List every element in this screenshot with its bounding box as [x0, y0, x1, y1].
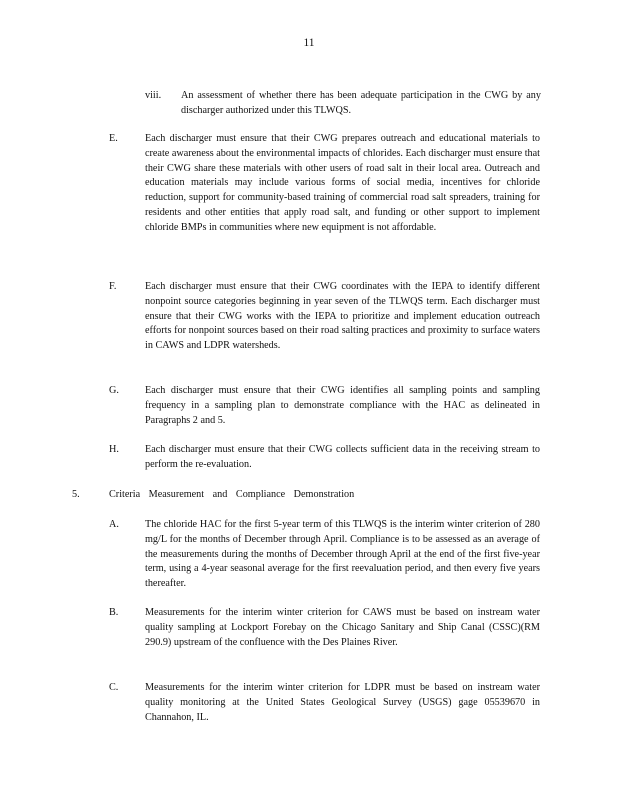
item-5b-marker: B. [109, 607, 119, 618]
item-e-marker: E. [109, 133, 118, 144]
item-h-marker: H. [109, 444, 119, 455]
item-5a-marker: A. [109, 519, 119, 530]
item-5a-text: The chloride HAC for the first 5-year term of this TLWQS is the interim winter criterion of 280 mg/L for the months of December through April. Compliance is to be assessed as an average of the measurements during the months of December through April at the end of the first five-year term, using a 4-year seasonal average for the first reevaluation period, and then every five years thereafter. [145, 519, 540, 590]
item-viii-marker: viii. [145, 90, 162, 101]
item-5c-marker: C. [109, 682, 119, 693]
item-5b-text: Measurements for the interim winter criterion for CAWS must be based on instream water quality sampling at Lockport Forebay on the Chicago Sanitary and Ship Canal (CSSC)(RM 290.9) upstream of the confluence with the Des Plaines River. [145, 607, 540, 648]
section-5-number: 5. [72, 489, 80, 500]
item-f-text: Each discharger must ensure that their CWG coordinates with the IEPA to identify different nonpoint source categories beginning in year seven of the TLWQS term. Each discharger must ensure that their CWG works with the IEPA to prioritize and implement education outreach efforts for nonpoint sources based on their road salting practices and proximity to surface waters in CAWS and LDPR watersheds. [145, 281, 540, 352]
item-g-text: Each discharger must ensure that their CWG identifies all sampling points and sampling frequency in a sampling plan to demonstrate compliance with the HAC as delineated in Paragraphs 2 and 5. [145, 385, 540, 426]
item-5c-text: Measurements for the interim winter criterion for LDPR must be based on instream water quality monitoring at the United States Geological Survey (USGS) gage 05539670 in Channahon, IL. [145, 682, 540, 723]
item-h-text: Each discharger must ensure that their CWG collects sufficient data in the receiving stream to perform the re-evaluation. [145, 444, 540, 470]
item-e-text: Each discharger must ensure that their CWG prepares outreach and educational materials to create awareness about the environmental impacts of chlorides. Each discharger must ensure that their CWG share these materials with other users of road salt in their local area. Outreach and education materials may include various forms of social media, incentives for chloride reduction, support for community-based training of commercial road salt spreaders, training for residents and other entities that apply road salt, and funding or other support to implement chloride BMPs in communities where new equipment is not affordable. [145, 133, 540, 233]
page-number: 11 [303, 37, 315, 49]
item-g-marker: G. [109, 385, 119, 396]
item-f-marker: F. [109, 281, 117, 292]
section-5-title: Criteria Measurement and Compliance Demonstration [109, 489, 355, 500]
item-viii-text: An assessment of whether there has been adequate participation in the CWG by any discharger authorized under this TLWQS. [181, 90, 541, 116]
